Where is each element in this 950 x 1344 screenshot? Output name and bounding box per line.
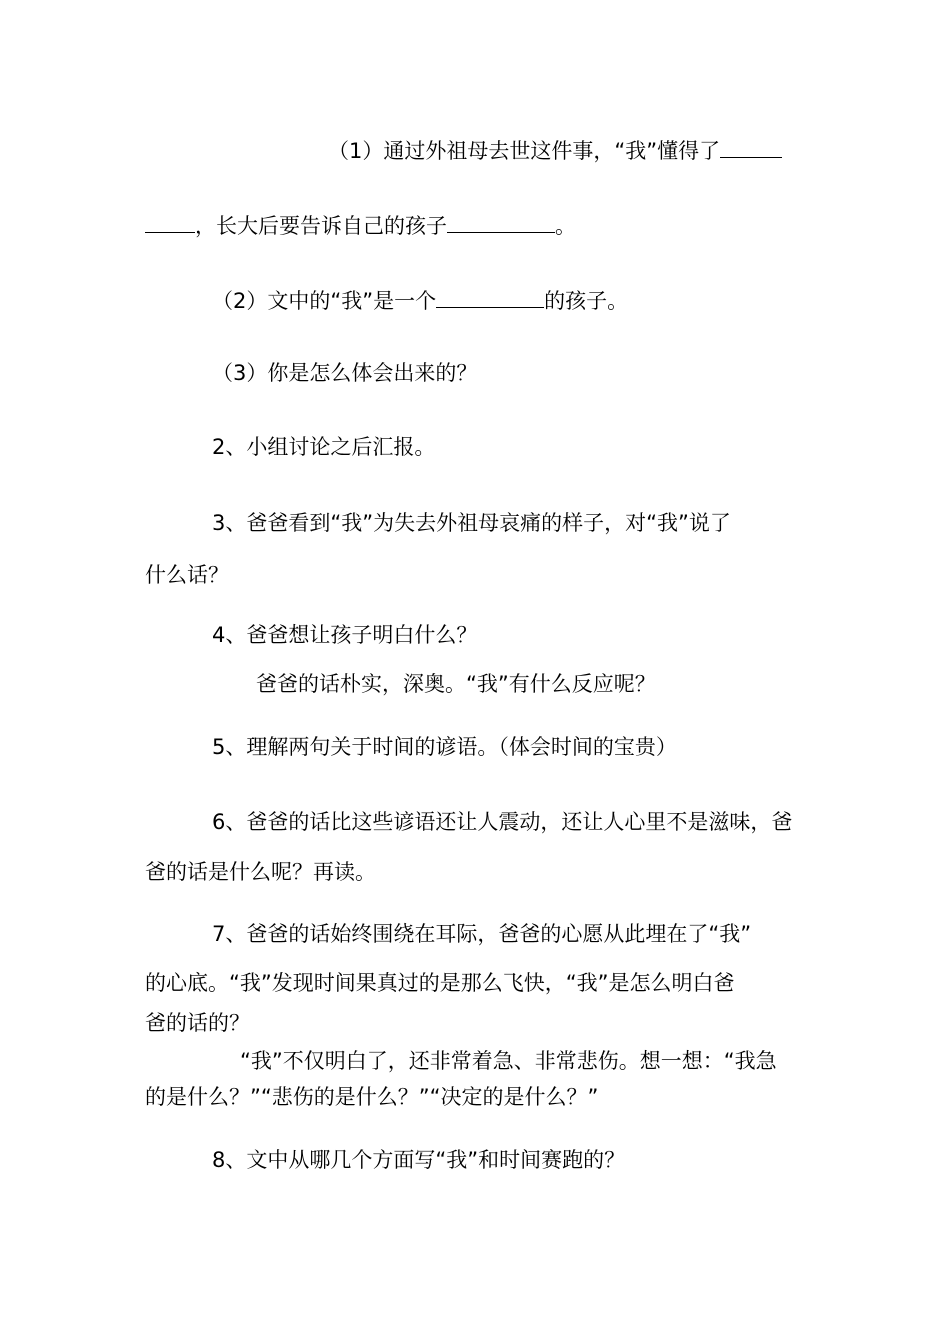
q1-line-1 (328, 135, 782, 166)
item-6-line-2: 爸的话是什么呢？再读。 (145, 860, 376, 884)
item-5: 5、理解两句关于时间的谚语。（体会时间的宝贵） (212, 735, 677, 759)
q1-end: 。 (555, 214, 576, 238)
q3-line: （3）你是怎么体会出来的？ (212, 361, 478, 385)
item-7-line-2: 的心底。“我”发现时间果真过的是那么飞快，“我”是怎么明白爸 (145, 971, 735, 995)
q1-blank-2 (447, 210, 555, 233)
item-7-line-4: “我”不仅明白了，还非常着急、非常悲伤。想一想：“我急 (240, 1049, 777, 1073)
q1-continuation: ，长大后要告诉自己的孩子 (195, 214, 447, 238)
item-2: 2、小组讨论之后汇报。 (212, 435, 436, 459)
q2-blank (436, 285, 544, 308)
q1-line-2 (145, 210, 576, 241)
item-4: 4、爸爸想让孩子明白什么？ (212, 623, 478, 647)
item-8: 8、文中从哪几个方面写“我”和时间赛跑的？ (212, 1148, 626, 1172)
q2-label: （2）文中的“我”是一个 (212, 289, 437, 313)
q2-line (212, 285, 628, 316)
q2-tail: 的孩子。 (544, 289, 629, 313)
item-4-note: 爸爸的话朴实，深奥。“我”有什么反应呢？ (256, 672, 656, 696)
q1-blank-1 (720, 135, 782, 158)
q1-label: （1）通过外祖母去世这件事，“我”懂得了 (328, 139, 721, 163)
item-7-line-1: 7、爸爸的话始终围绕在耳际，爸爸的心愿从此埋在了“我” (212, 922, 752, 946)
item-3-line-1: 3、爸爸看到“我”为失去外祖母哀痛的样子，对“我”说了 (212, 511, 731, 535)
item-7-line-5: 的是什么？”“悲伤的是什么？”“决定的是什么？” (145, 1085, 599, 1109)
item-6-line-1: 6、爸爸的话比这些谚语还让人震动，还让人心里不是滋味，爸 (212, 810, 793, 834)
q1-blank-1-cont (145, 210, 195, 233)
item-7-line-3: 爸的话的？ (145, 1011, 250, 1035)
item-3-line-2: 什么话？ (145, 563, 229, 587)
